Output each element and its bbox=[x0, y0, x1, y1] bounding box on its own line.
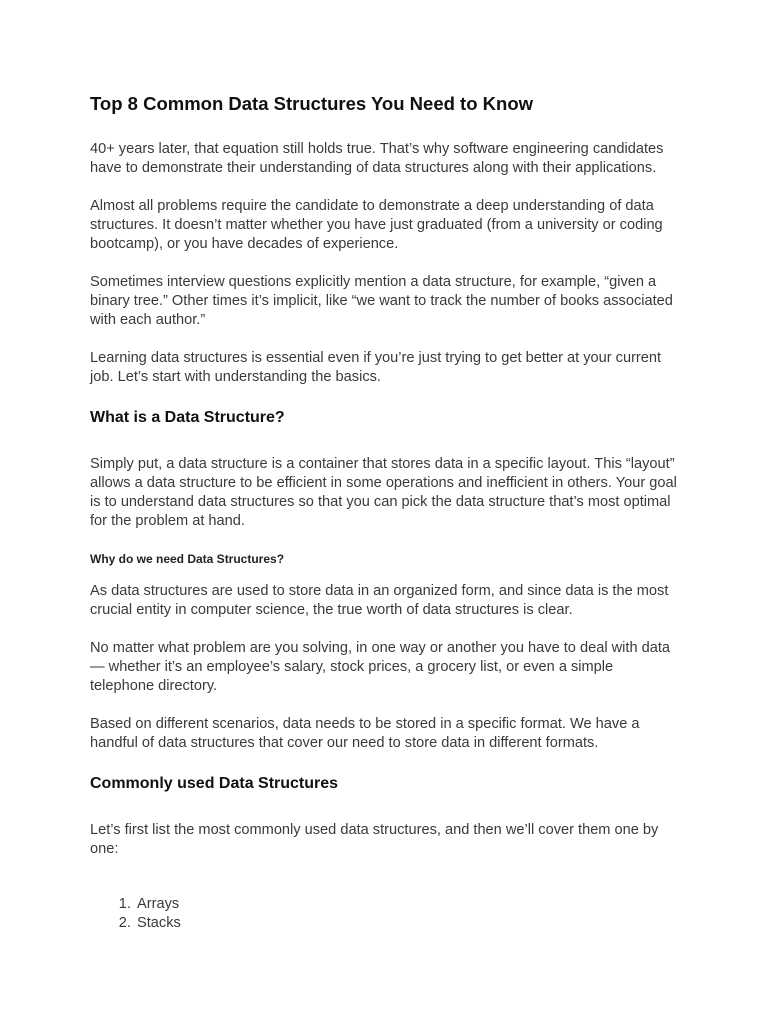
intro-paragraph-1: 40+ years later, that equation still holds true. That’s why software engineering candidates have to demonstrate their understanding of data structures along with their applications. bbox=[90, 141, 664, 176]
what-is-paragraph: Simply put, a data structure is a container that stores data in a specific layout. This “layout” allows a data structure to be efficient in some operations and inefficient in others. Your goal is to understand data structures so that you can pick the data structure that’s most optimal for the problem at hand. bbox=[90, 456, 677, 529]
why-need-paragraph-2: No matter what problem are you solving, in one way or another you have to deal with data — whether it’s an employee’s salary, stock prices, a grocery list, or even a simple telephone directory. bbox=[90, 640, 671, 694]
data-structures-list bbox=[90, 895, 678, 933]
why-need-heading: Why do we need Data Structures? bbox=[90, 552, 285, 566]
common-paragraph: Let’s first list the most commonly used data structures, and then we’ll cover them one by one: bbox=[90, 822, 659, 857]
common-heading: Commonly used Data Structures bbox=[90, 775, 339, 792]
intro-paragraph-4: Learning data structures is essential even if you’re just trying to get better at your current job. Let’s start with understanding the basics. bbox=[90, 350, 662, 385]
intro-paragraph-3: Sometimes interview questions explicitly mention a data structure, for example, “given a binary tree.” Other times it’s implicit, like “we want to track the number of books associated with each author.” bbox=[90, 274, 673, 328]
intro-paragraph-2: Almost all problems require the candidate to demonstrate a deep understanding of data structures. It doesn’t matter whether you have just graduated (from a university or coding bootcamp), or you have decades of experience. bbox=[90, 198, 663, 252]
page-title: Top 8 Common Data Structures You Need to Know bbox=[90, 93, 534, 114]
why-need-paragraph-1: As data structures are used to store data in an organized form, and since data is the most crucial entity in computer science, the true worth of data structures is clear. bbox=[90, 583, 669, 618]
list-item: 1. Arrays bbox=[135, 895, 678, 914]
what-is-heading: What is a Data Structure? bbox=[90, 409, 285, 426]
list-item: 2. Stacks bbox=[135, 914, 678, 933]
why-need-paragraph-3: Based on different scenarios, data needs to be stored in a specific format. We have a handful of data structures that cover our need to store data in different formats. bbox=[90, 716, 640, 751]
